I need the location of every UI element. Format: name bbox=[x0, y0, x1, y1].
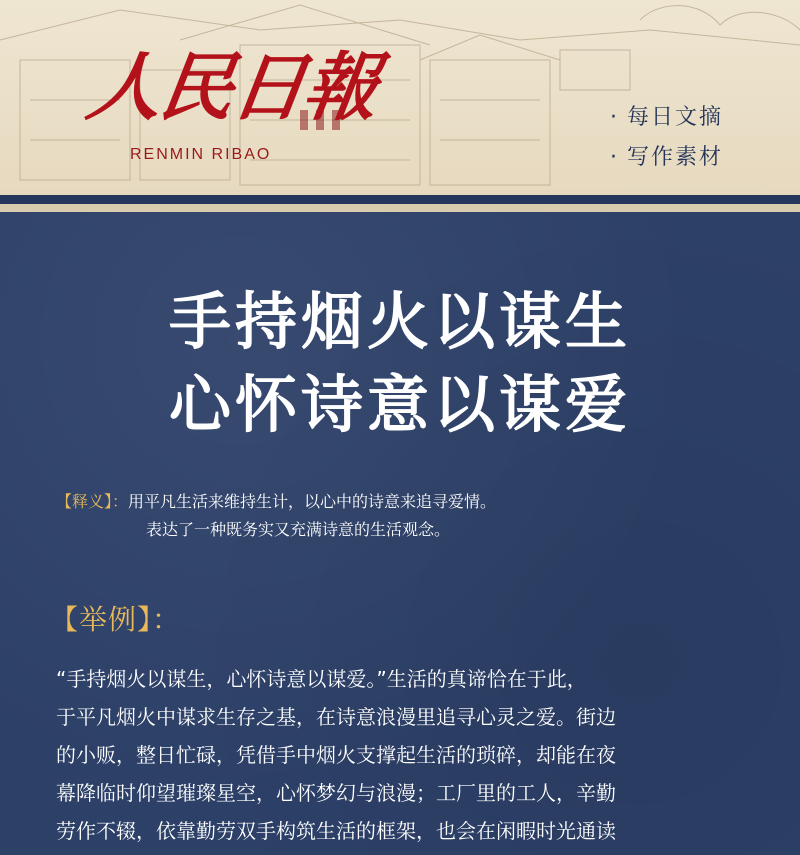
title-line-1: 手持烟火以谋生 bbox=[168, 285, 631, 358]
header-tag-label: 写作素材 bbox=[627, 145, 724, 170]
explanation bbox=[56, 488, 497, 539]
example-paragraph bbox=[56, 660, 756, 850]
paragraph-line: 于平凡烟火中谋求生存之基，在诗意浪漫里追寻心灵之爱。街边 bbox=[56, 705, 616, 729]
logo bbox=[81, 40, 383, 163]
header-banner bbox=[0, 0, 800, 195]
divider-band-light bbox=[0, 204, 800, 212]
header-tag-label: 每日文摘 bbox=[627, 105, 724, 130]
paragraph-line: 的小贩，整日忙碌，凭借手中烟火支撑起生活的琐碎，却能在夜 bbox=[56, 743, 616, 767]
header-tag-material bbox=[610, 138, 723, 178]
explanation-label: 【释义】： bbox=[56, 492, 129, 511]
header-tags bbox=[610, 98, 723, 178]
divider-band-dark bbox=[0, 195, 800, 204]
example-heading: 【举例】： bbox=[50, 603, 182, 636]
explanation-line-2: 表达了一种既务实又充满诗意的生活观念。 bbox=[146, 520, 451, 539]
title-line-2: 心怀诗意以谋爱 bbox=[168, 368, 631, 441]
explanation-line-1: 用平凡生活来维持生计，以心中的诗意来追寻爱情。 bbox=[128, 492, 497, 511]
bullet-icon: · bbox=[610, 145, 619, 170]
header-tag-digest bbox=[610, 98, 723, 138]
paragraph-line: 劳作不辍，依靠勤劳双手构筑生活的框架，也会在闲暇时光通读 bbox=[56, 819, 616, 843]
paragraph-line: “手持烟火以谋生，心怀诗意以谋爱。”生活的真谛恰在于此， bbox=[56, 667, 587, 691]
logo-chinese: 人民日報 bbox=[81, 45, 383, 131]
paragraph-line: 幕降临时仰望璀璨星空，心怀梦幻与浪漫；工厂里的工人，辛勤 bbox=[56, 781, 616, 805]
bullet-icon: · bbox=[610, 105, 619, 130]
logo-english: RENMIN RIBAO bbox=[130, 146, 272, 163]
